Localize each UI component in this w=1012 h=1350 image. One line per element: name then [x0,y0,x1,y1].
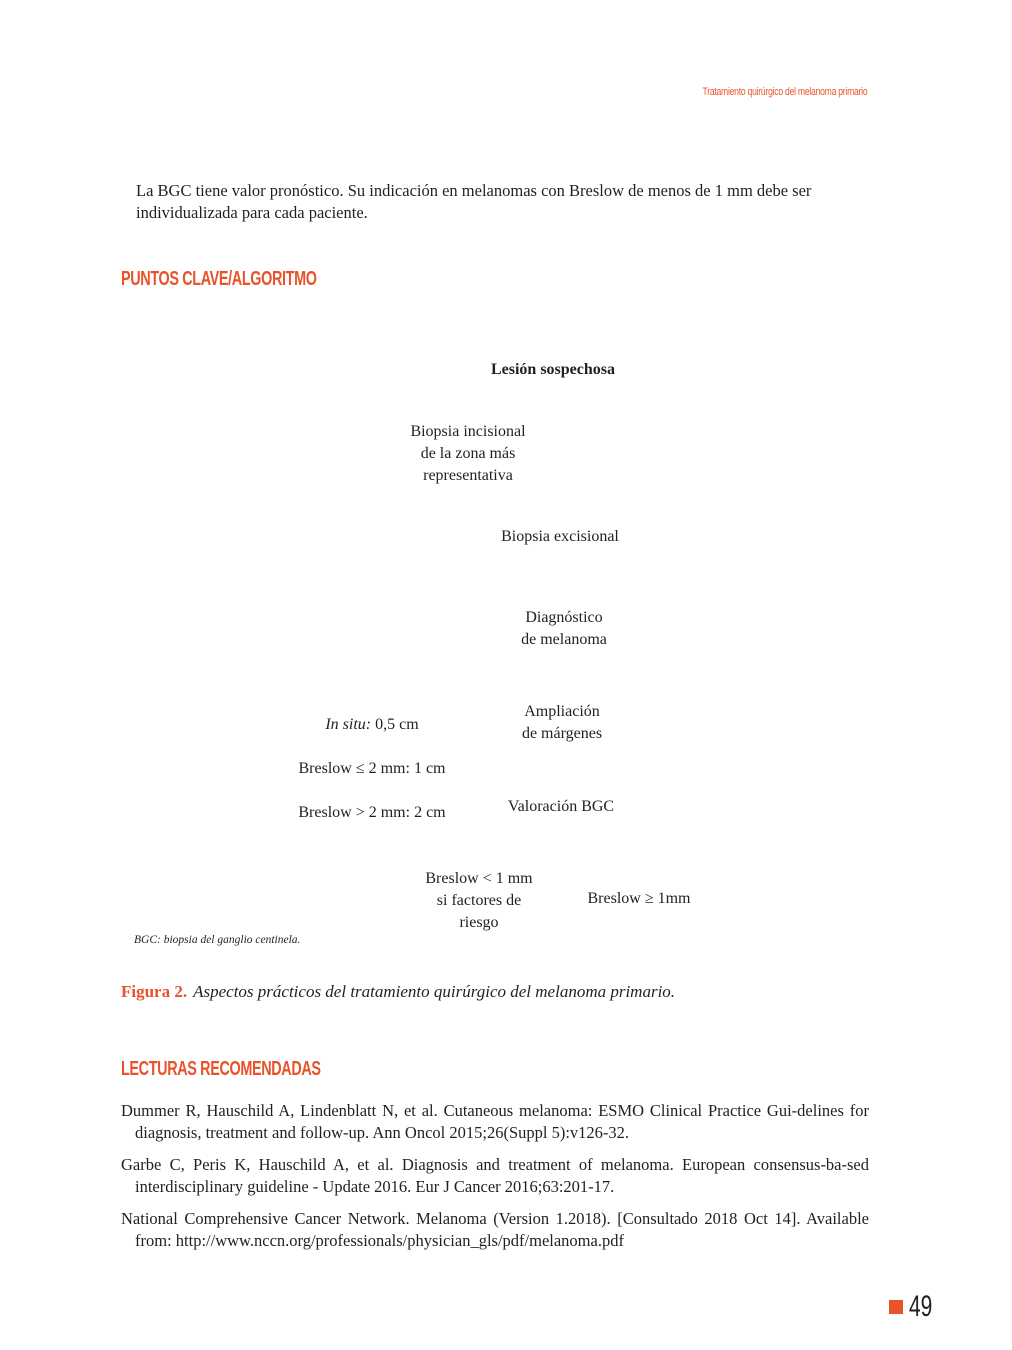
section-title-key-points: PUNTOS CLAVE/ALGORITMO [121,268,317,290]
figure-caption-text: Aspectos prácticos del tratamiento quirúrgico del melanoma primario. [193,982,676,1001]
margin-breslow-le2: Breslow ≤ 2 mm: 1 cm [298,760,446,777]
margin-insitu-value: 0,5 cm [371,716,419,733]
page-marker-square [889,1300,903,1314]
figure-caption [121,982,675,1002]
reference-item: National Comprehensive Cancer Network. Melanoma (Version 1.2018). [Consultado 2018 Oct 14]. Available from: http://www.nccn.org/professionals/physician_gls/pdf/melanoma.pdf [121,1209,869,1250]
flow-node-suspicious-lesion: Lesión sospechosa [490,361,616,378]
running-header: Tratamiento quirúrgico del melanoma primario [702,86,867,98]
page-number-text: 49 [909,1290,933,1323]
section-title-readings: LECTURAS RECOMENDADAS [121,1058,321,1080]
abbreviation-footnote: BGC: biopsia del ganglio centinela. [134,934,301,946]
margin-breslow-gt2: Breslow > 2 mm: 2 cm [298,804,446,821]
flow-node-melanoma-diagnosis: Diagnóstico de melanoma [521,609,607,648]
flow-node-breslow-lt1: Breslow < 1 mm si factores de riesgo [425,870,533,931]
flow-node-margin-widening: Ampliación de márgenes [521,703,603,742]
figure-label: Figura 2. [121,982,188,1001]
flow-node-breslow-ge1: Breslow ≥ 1mm [587,890,691,907]
references-list [121,1100,869,1262]
flow-node-margin-rules [262,692,482,846]
flow-node-bgc-assessment: Valoración BGC [507,798,615,815]
reference-item: Dummer R, Hauschild A, Lindenblatt N, et al. Cutaneous melanoma: ESMO Clinical Practice Gui-delines for diagnosis, treatment and follow-up. Ann Oncol 2015;26(Suppl 5):v126-32. [121,1101,869,1142]
intro-paragraph: La BGC tiene valor pronóstico. Su indicación en melanomas con Breslow de menos de 1 mm debe ser individualizada para cada paciente. [136,181,812,222]
page-number [889,1290,942,1324]
reference-item: Garbe C, Peris K, Hauschild A, et al. Diagnosis and treatment of melanoma. European consensus-ba-sed interdisciplinary guideline - Update 2016. Eur J Cancer 2016;63:201-17. [121,1155,869,1196]
flow-node-incisional-biopsy: Biopsia incisional de la zona más representativa [410,423,526,484]
margin-insitu-label: In situ: [325,716,372,733]
flow-node-excisional-biopsy: Biopsia excisional [501,528,619,545]
